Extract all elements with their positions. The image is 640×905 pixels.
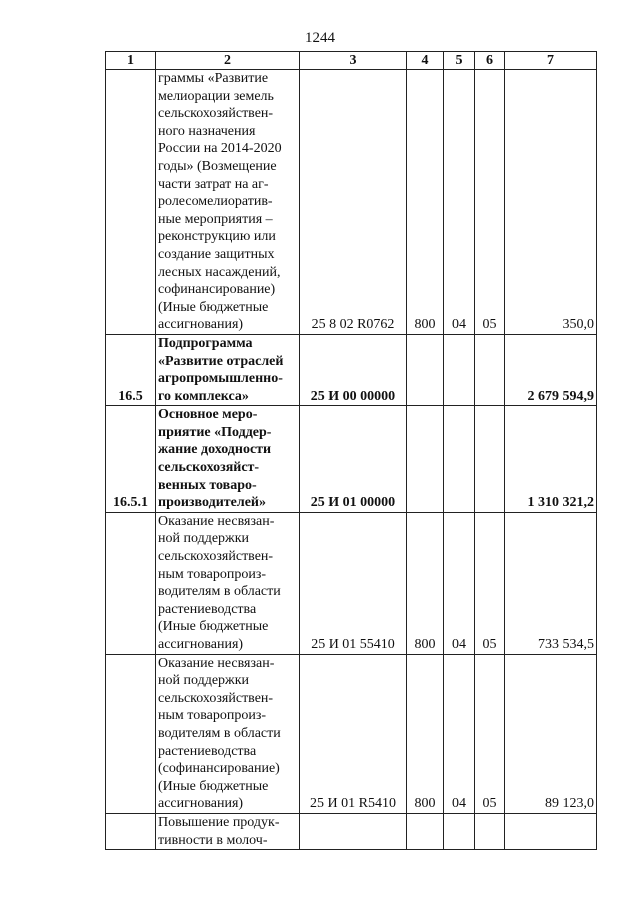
- section: 04: [444, 654, 475, 813]
- table-row: [106, 512, 597, 654]
- page-number: 1244: [305, 30, 335, 46]
- item-name: Повышение продук- тивности в молоч-: [156, 813, 300, 849]
- table-row: [106, 654, 597, 813]
- budget-table: [105, 51, 597, 850]
- item-number: [106, 813, 156, 849]
- subsection: 05: [475, 654, 505, 813]
- budget-code: 25 И 01 00000: [300, 406, 407, 513]
- expense-type: 800: [407, 70, 444, 335]
- budget-code: 25 И 00 00000: [300, 334, 407, 405]
- amount: 733 534,5: [505, 512, 597, 654]
- section: 04: [444, 70, 475, 335]
- table-row: [106, 334, 597, 405]
- item-number: [106, 70, 156, 335]
- expense-type: 800: [407, 512, 444, 654]
- item-number: [106, 654, 156, 813]
- amount: [505, 813, 597, 849]
- item-number: 16.5.1: [106, 406, 156, 513]
- expense-type: [407, 334, 444, 405]
- item-name: Основное меро- приятие «Поддер- жание доходности сельскохозяйст- венных товаро- производителей»: [156, 406, 300, 513]
- item-number: 16.5: [106, 334, 156, 405]
- subsection: [475, 813, 505, 849]
- column-header: 6: [475, 52, 505, 70]
- expense-type: [407, 406, 444, 513]
- item-name: Оказание несвязан- ной поддержки сельскохозяйствен- ным товаропроиз- водителям в области растениеводства (Иные бюджетные ассигнования): [156, 512, 300, 654]
- column-header: 1: [106, 52, 156, 70]
- table-row: [106, 70, 597, 335]
- amount: 89 123,0: [505, 654, 597, 813]
- amount: 2 679 594,9: [505, 334, 597, 405]
- section: [444, 334, 475, 405]
- column-header: 2: [156, 52, 300, 70]
- expense-type: [407, 813, 444, 849]
- column-header: 5: [444, 52, 475, 70]
- column-header: 3: [300, 52, 407, 70]
- subsection: [475, 334, 505, 405]
- column-header: 7: [505, 52, 597, 70]
- amount: 350,0: [505, 70, 597, 335]
- expense-type: 800: [407, 654, 444, 813]
- budget-code: [300, 813, 407, 849]
- budget-code: 25 8 02 R0762: [300, 70, 407, 335]
- table-row: [106, 813, 597, 849]
- table-row: [106, 406, 597, 513]
- item-name: граммы «Развитие мелиорации земель сельскохозяйствен- ного назначения России на 2014-2020 годы» (Возмещение части затрат на аг- ролесомелиоратив- ные мероприятия – реконструкцию или создание защитных лесных насаждений, софинансирование) (Иные бюджетные ассигнования): [156, 70, 300, 335]
- subsection: [475, 406, 505, 513]
- section: [444, 406, 475, 513]
- column-header: 4: [407, 52, 444, 70]
- subsection: 05: [475, 512, 505, 654]
- column-number-row: [106, 52, 597, 70]
- amount: 1 310 321,2: [505, 406, 597, 513]
- budget-code: 25 И 01 55410: [300, 512, 407, 654]
- item-number: [106, 512, 156, 654]
- item-name: Подпрограмма «Развитие отраслей агропромышленно- го комплекса»: [156, 334, 300, 405]
- budget-code: 25 И 01 R5410: [300, 654, 407, 813]
- item-name: Оказание несвязан- ной поддержки сельскохозяйствен- ным товаропроиз- водителям в области растениеводства (софинансирование) (Иные бюджетные ассигнования): [156, 654, 300, 813]
- section: 04: [444, 512, 475, 654]
- subsection: 05: [475, 70, 505, 335]
- section: [444, 813, 475, 849]
